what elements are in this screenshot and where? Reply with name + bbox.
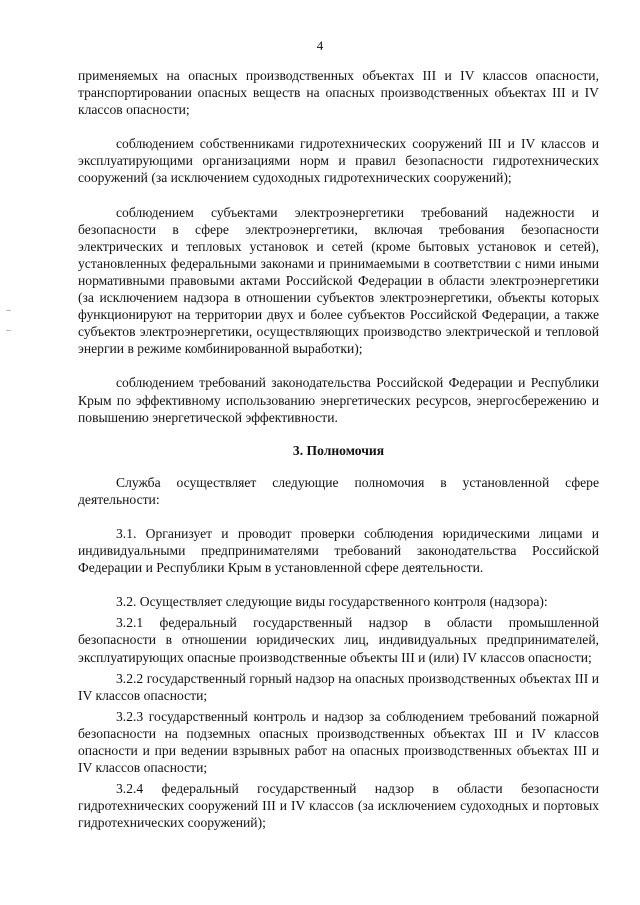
- page-number: 4: [316, 38, 324, 53]
- paragraph-3-2-3: 3.2.3 государственный контроль и надзор за соблюдением требований пожарной безопасности на подземных опасных производственных объектах III и IV классов опасности и при ведении взрывных работ на опасных производственных объектах III и IV классов опасности;: [78, 708, 599, 776]
- paragraph-3-2-4: 3.2.4 федеральный государственный надзор в области безопасности гидротехнических сооружений III и IV классов (за исключением судоходных и портовых гидротехнических сооружений);: [78, 781, 599, 831]
- document-body: [78, 67, 599, 831]
- paragraph-continued: применяемых на опасных производственных объектах III и IV классов опасности, транспортировании опасных веществ на опасных производственных объектах III и IV классов опасности;: [78, 68, 599, 118]
- section-heading: 3. Полномочия: [292, 442, 385, 458]
- paragraph-3-2: 3.2. Осуществляет следующие виды государственного контроля (надзора):: [116, 594, 548, 610]
- paragraph-3-2-1: 3.2.1 федеральный государственный надзор в области промышленной безопасности в отношении юридических лиц, индивидуальных предпринимателей, эксплуатирующих опасные производственные объекты III и (или) IV классов опасности;: [78, 615, 599, 665]
- paragraph-hydrotechnical: соблюдением собственниками гидротехнических сооружений III и IV классов и эксплуатирующими организациями норм и правил безопасности гидротехнических сооружений (за исключением судоходных гидротехнических сооружений);: [78, 136, 599, 186]
- scan-mark: [6, 330, 11, 331]
- paragraph-powers-intro: Служба осуществляет следующие полномочия в установленной сфере деятельности:: [78, 474, 599, 507]
- paragraph-electroenergetics: соблюдением субъектами электроэнергетики требований надежности и безопасности в сфере электроэнергетики, включая требования безопасности электрических и тепловых установок и сетей (кроме бытовых установок и сетей), установленных федеральными законами и принимаемыми в соответствии с ними иными нормативными правовыми актами Российской Федерации в области электроэнергетики (за исключением надзора в отношении субъектов электроэнергетики, объекты которых функционируют на территории двух и более субъектов Российской Федерации, а также субъектов электроэнергетики, осуществляющих производство электрической и тепловой энергии в режиме комбинированной выработки);: [78, 204, 599, 357]
- paragraph-3-2-2: 3.2.2 государственный горный надзор на опасных производственных объектах III и IV классов опасности;: [78, 670, 599, 703]
- paragraph-3-1: 3.1. Организует и проводит проверки соблюдения юридическими лицами и индивидуальными предпринимателями требований законодательства Российской Федерации и Республики Крым в установленной сфере деятельности.: [78, 525, 599, 576]
- scan-mark: [6, 310, 11, 311]
- paragraph-energy-efficiency: соблюдением требований законодательства Российской Федерации и Республики Крым по эффективному использованию энергетических ресурсов, энергосбережению и повышению энергетической эффективности.: [78, 375, 599, 425]
